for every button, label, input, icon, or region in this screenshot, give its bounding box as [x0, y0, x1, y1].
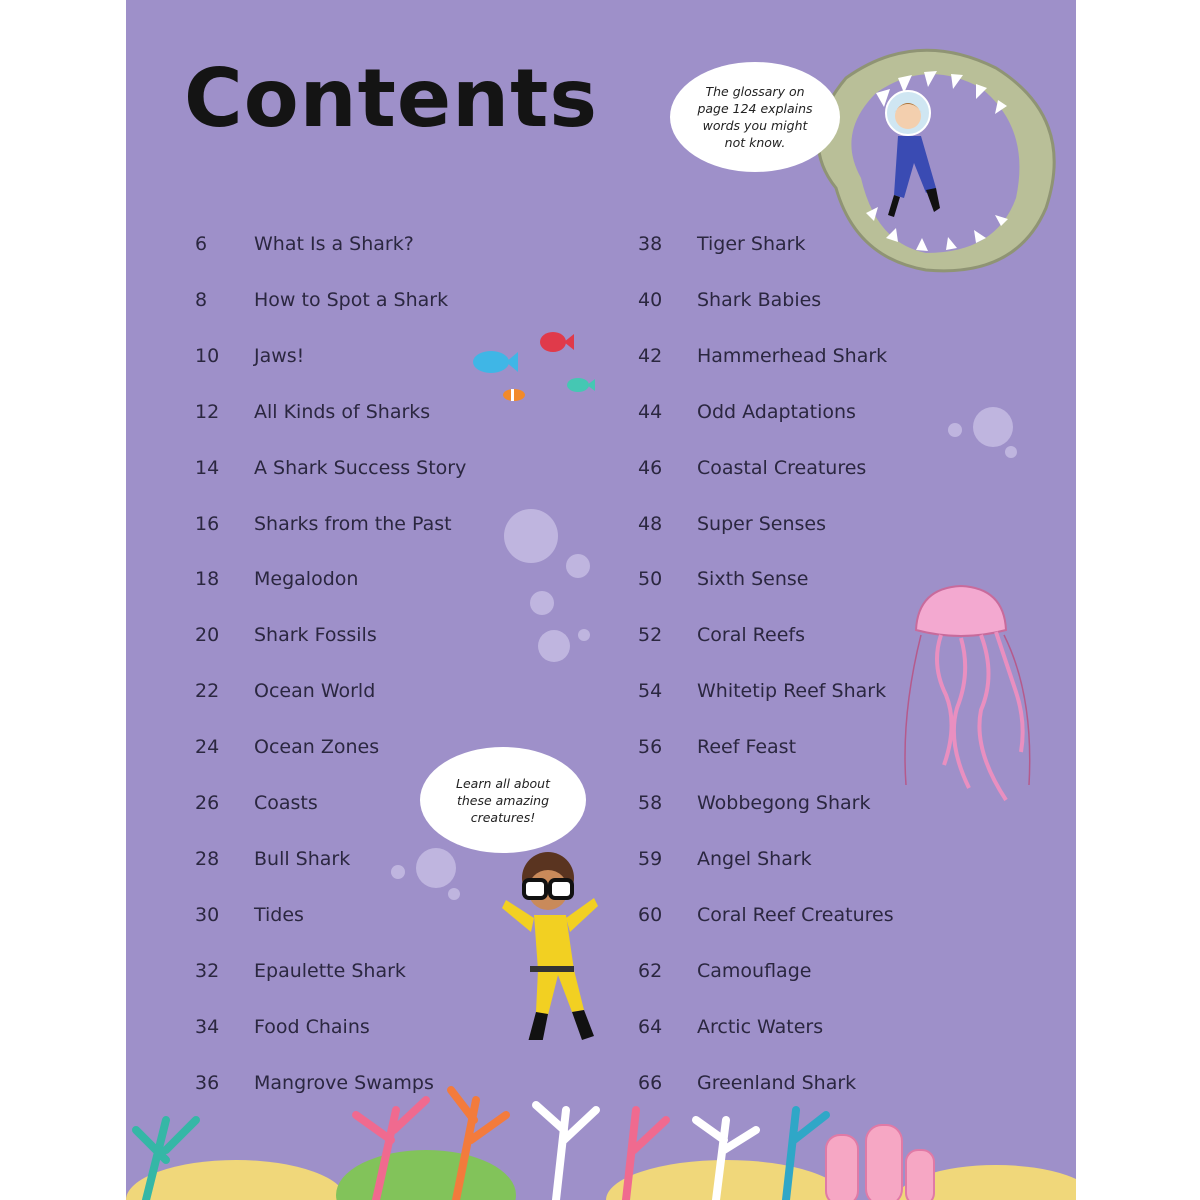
chapter-title: Coastal Creatures: [697, 456, 867, 479]
chapter-title: Coral Reefs: [697, 624, 805, 647]
learn-speech-bubble: [420, 747, 586, 853]
bubbles-illustration: [941, 400, 1031, 470]
page-number: 52: [638, 624, 663, 647]
page-number: 38: [638, 233, 663, 255]
page-number: 12: [195, 400, 220, 423]
page-number: 58: [638, 792, 663, 814]
bubbles-illustration: [386, 840, 466, 910]
chapter-title: How to Spot a Shark: [254, 288, 449, 311]
chapter-title: Food Chains: [254, 1015, 370, 1038]
chapter-title: Arctic Waters: [697, 1015, 824, 1038]
chapter-title: Super Senses: [697, 512, 826, 535]
page-number: 6: [195, 233, 208, 255]
chapter-title: Greenland Shark: [697, 1071, 857, 1094]
page-number: 48: [638, 512, 663, 535]
page-number: 42: [638, 344, 663, 367]
page-number: 66: [638, 1071, 663, 1094]
page-number: 8: [195, 288, 208, 311]
page-number: 30: [195, 903, 220, 926]
page-number: 40: [638, 288, 663, 311]
chapter-title: Sharks from the Past: [254, 512, 452, 535]
chapter-title: Ocean World: [254, 680, 376, 703]
page-number: 18: [195, 568, 220, 591]
chapter-title: Coasts: [254, 792, 318, 814]
chapter-title: Shark Fossils: [254, 624, 377, 647]
page-number: 46: [638, 456, 663, 479]
page-title: Contents: [184, 52, 598, 145]
bubbles-illustration: [496, 500, 606, 670]
page-number: 20: [195, 624, 220, 647]
chapter-title: Hammerhead Shark: [697, 344, 888, 367]
page-number: 10: [195, 344, 220, 367]
page-number: 26: [195, 792, 220, 814]
page-number: 28: [195, 847, 220, 870]
shark-jaw-illustration: [776, 38, 1076, 278]
chapter-title: Tiger Shark: [697, 233, 806, 255]
glossary-speech-bubble: [670, 62, 840, 172]
chapter-title: Sixth Sense: [697, 568, 809, 591]
page-number: 60: [638, 903, 663, 926]
page-number: 62: [638, 959, 663, 982]
chapter-title: Epaulette Shark: [254, 959, 406, 982]
page-number: 59: [638, 847, 663, 870]
page-number: 54: [638, 680, 663, 703]
page-number: 64: [638, 1015, 663, 1038]
page-number: 22: [195, 680, 220, 703]
chapter-title: Coral Reef Creatures: [697, 903, 894, 926]
contents-page: [126, 0, 1076, 1200]
diver-illustration: [486, 840, 636, 1040]
page-number: 56: [638, 736, 663, 759]
learn-bubble-text: Learn all about these amazing creatures!: [456, 775, 550, 825]
page-number: 36: [195, 1071, 220, 1094]
chapter-title: Bull Shark: [254, 847, 351, 870]
chapter-title: Mangrove Swamps: [254, 1071, 434, 1094]
chapter-title: Megalodon: [254, 568, 359, 591]
page-number: 44: [638, 400, 663, 423]
jellyfish-illustration: [896, 580, 1046, 815]
chapter-title: A Shark Success Story: [254, 456, 467, 479]
tropical-fish-illustration: [466, 325, 606, 410]
glossary-bubble-text: The glossary on page 124 explains words you might not know.: [697, 84, 813, 150]
chapter-title: Ocean Zones: [254, 736, 380, 759]
page-number: 24: [195, 736, 220, 759]
page-number: 34: [195, 1015, 220, 1038]
chapter-title: Whitetip Reef Shark: [697, 680, 887, 703]
chapter-title: All Kinds of Sharks: [254, 400, 431, 423]
page-number: 14: [195, 456, 220, 479]
chapter-title: Jaws!: [254, 344, 305, 367]
chapter-title: Shark Babies: [697, 288, 822, 311]
chapter-title: Odd Adaptations: [697, 400, 856, 423]
chapter-title: Angel Shark: [697, 847, 812, 870]
chapter-title: Wobbegong Shark: [697, 792, 871, 814]
chapter-title: Reef Feast: [697, 736, 797, 759]
chapter-title: Camouflage: [697, 959, 812, 982]
page-number: 32: [195, 959, 220, 982]
page-number: 16: [195, 512, 220, 535]
chapter-title: What Is a Shark?: [254, 233, 414, 255]
page-number: 50: [638, 568, 663, 591]
chapter-title: Tides: [254, 903, 304, 926]
